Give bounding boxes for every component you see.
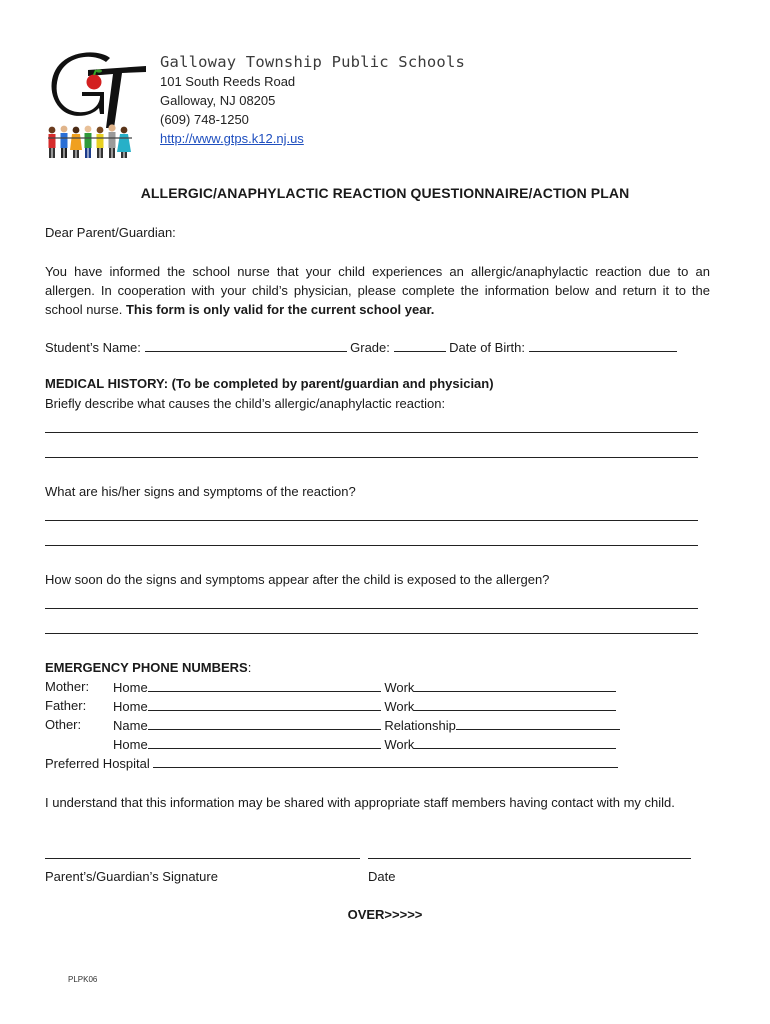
medical-history-heading: MEDICAL HISTORY: (To be completed by parent/guardian and physician) [45, 376, 494, 391]
other-work-field[interactable] [414, 736, 616, 749]
form-title: ALLERGIC/ANAPHYLACTIC REACTION QUESTIONNAIRE/ACTION PLAN [140, 185, 630, 201]
answer-line-cause-2[interactable] [45, 457, 698, 458]
grade-label: Grade: [350, 340, 390, 355]
answer-line-symptoms-2[interactable] [45, 545, 698, 546]
other-home-label: Home [113, 737, 148, 752]
mother-work-field[interactable] [414, 679, 616, 692]
other-name-label: Name [113, 718, 148, 733]
hospital-field[interactable] [153, 755, 618, 768]
other-label: Other: [45, 717, 82, 732]
other-relationship-label: Relationship [384, 718, 456, 733]
date-line[interactable] [368, 858, 691, 859]
answer-line-onset-1[interactable] [45, 608, 698, 609]
student-info-row [45, 339, 677, 355]
question-onset: How soon do the signs and symptoms appear after the child is exposed to the allergen? [45, 572, 550, 587]
mother-work-label: Work [384, 680, 415, 695]
school-website-link[interactable]: http://www.gtps.k12.nj.us [160, 131, 304, 146]
other-home-field[interactable] [148, 736, 381, 749]
school-name: Galloway Township Public Schools [160, 53, 466, 71]
school-logo [44, 48, 152, 166]
grade-field[interactable] [394, 339, 446, 352]
emergency-heading [45, 660, 251, 675]
question-symptoms: What are his/her signs and symptoms of the reaction? [45, 484, 356, 499]
address-street: 101 South Reeds Road [160, 74, 296, 89]
hospital-row [45, 755, 618, 771]
mother-home-label: Home [113, 680, 148, 695]
student-name-label: Student’s Name: [45, 340, 141, 355]
emergency-heading-colon: : [247, 660, 252, 675]
answer-line-cause-1[interactable] [45, 432, 698, 433]
greeting: Dear Parent/Guardian: [45, 225, 176, 240]
other-relationship-field[interactable] [456, 717, 620, 730]
father-work-label: Work [384, 699, 415, 714]
dob-field[interactable] [529, 339, 677, 352]
intro-text: You have informed the school nurse that your child experiences an allergic/anaphylactic reaction due to an allergen. In cooperation with your child’s physician, please complete the information below and return it to the school nurse. [45, 264, 710, 317]
father-home-row [113, 698, 616, 714]
answer-line-symptoms-1[interactable] [45, 520, 698, 521]
father-home-label: Home [113, 699, 148, 714]
answer-line-onset-2[interactable] [45, 633, 698, 634]
question-cause: Briefly describe what causes the child’s allergic/anaphylactic reaction: [45, 396, 446, 411]
other-work-label: Work [384, 737, 415, 752]
date-label: Date [368, 869, 396, 884]
dob-label: Date of Birth: [449, 340, 525, 355]
over-indicator: OVER>>>>> [347, 907, 423, 922]
address-city: Galloway, NJ 08205 [160, 93, 276, 108]
children-figures-icon [48, 124, 132, 158]
father-label: Father: [45, 698, 87, 713]
other-name-field[interactable] [148, 717, 381, 730]
other-home-row [113, 736, 616, 752]
other-name-row [113, 717, 620, 733]
form-code: PLPK06 [68, 975, 98, 984]
mother-label: Mother: [45, 679, 90, 694]
intro-paragraph [45, 262, 710, 319]
father-home-field[interactable] [148, 698, 381, 711]
signature-label: Parent’s/Guardian’s Signature [45, 869, 218, 884]
hospital-label: Preferred Hospital [45, 756, 150, 771]
consent-statement: I understand that this information may be shared with appropriate staff members having contact with my child. [45, 795, 675, 810]
mother-home-field[interactable] [148, 679, 381, 692]
mother-home-row [113, 679, 616, 695]
student-name-field[interactable] [145, 339, 347, 352]
emergency-heading-text: EMERGENCY PHONE NUMBERS [45, 660, 248, 675]
signature-line[interactable] [45, 858, 360, 859]
phone-number: (609) 748-1250 [160, 112, 249, 127]
validity-note: This form is only valid for the current school year. [125, 302, 435, 317]
father-work-field[interactable] [414, 698, 616, 711]
